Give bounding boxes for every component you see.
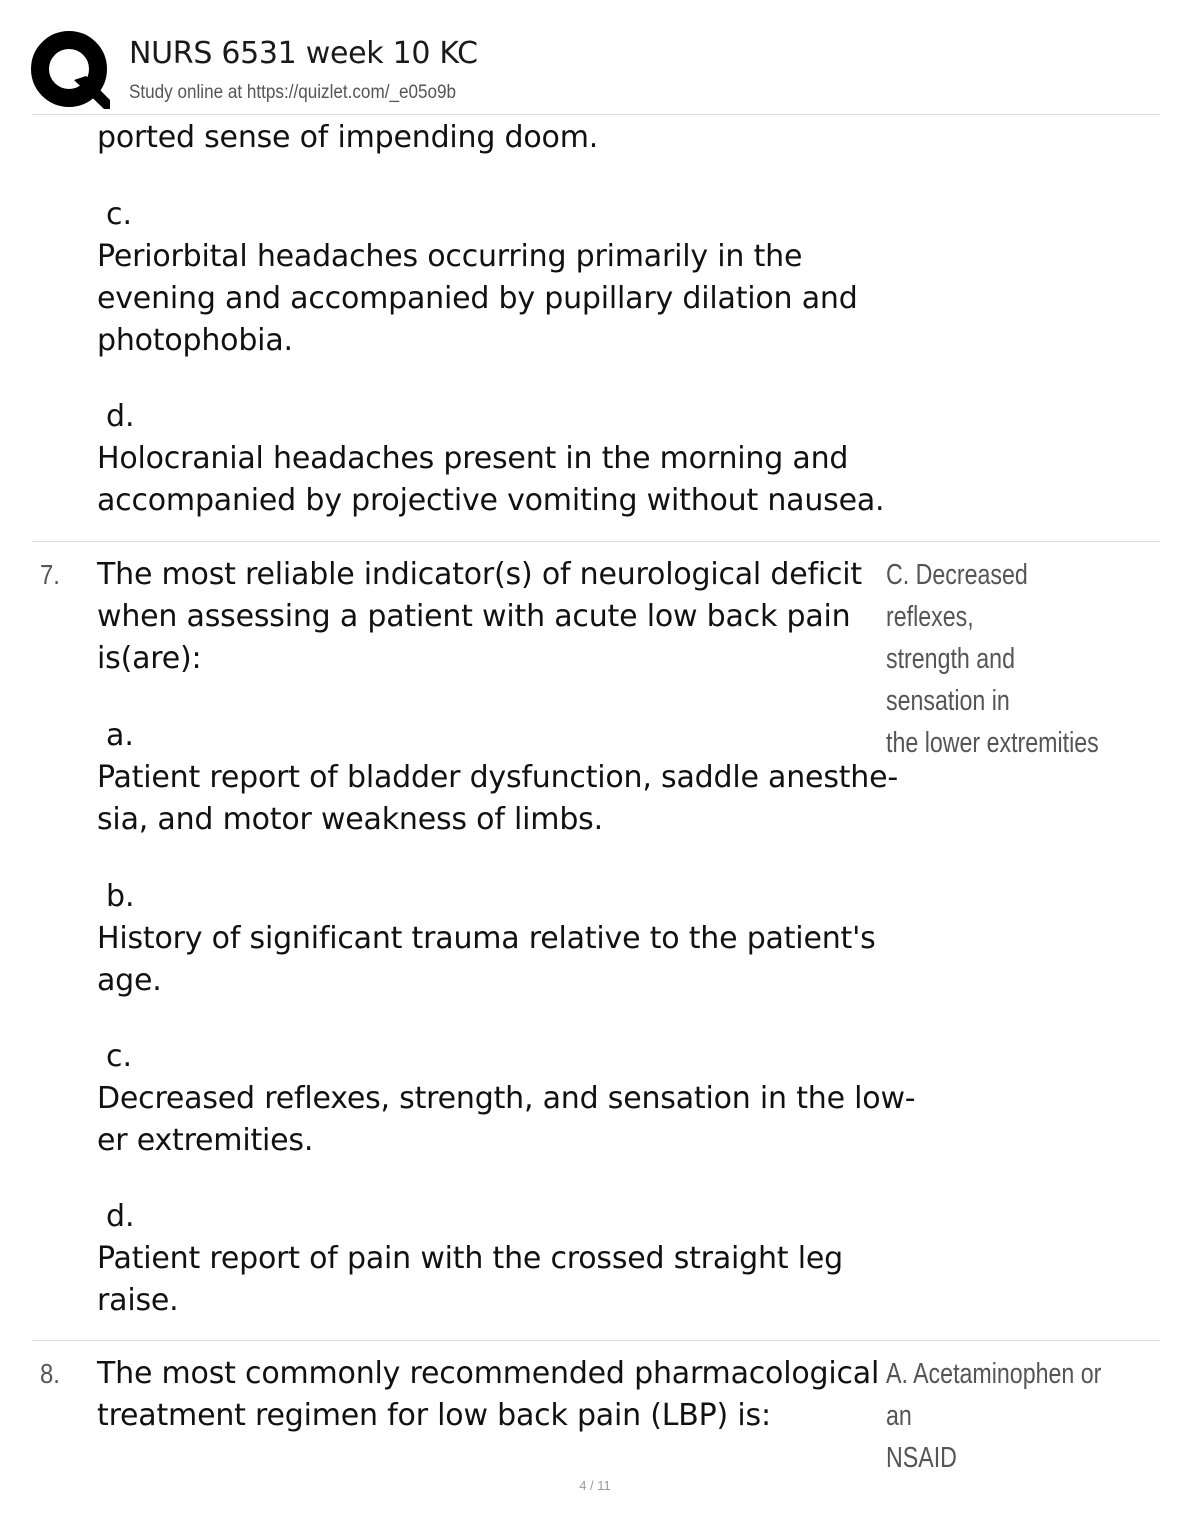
question-divider <box>32 1340 1160 1341</box>
answer-line: strength and sensation in <box>886 643 1015 717</box>
question-number: 7. <box>40 559 60 590</box>
document-title: NURS 6531 week 10 KC <box>129 36 478 71</box>
page-header <box>0 0 1190 116</box>
question-divider <box>32 541 1160 542</box>
answer-line: A. Acetaminophen or an <box>886 1358 1102 1432</box>
page-number: 4 / 11 <box>579 1478 611 1493</box>
header-divider <box>32 114 1160 115</box>
study-online-link[interactable]: Study online at https://quizlet.com/_e05o9b <box>129 82 457 103</box>
question-text-line: is(are): <box>97 641 202 676</box>
option-text-line: sia, and motor weakness of limbs. <box>97 802 603 837</box>
option-letter: d. <box>106 399 135 434</box>
option-text-line: ported sense of impending doom. <box>97 120 599 155</box>
option-letter: c. <box>106 1039 133 1074</box>
option-text-line: Periorbital headaches occurring primarily in the <box>97 239 803 274</box>
option-text-line: photophobia. <box>97 323 293 358</box>
option-text-line: Holocranial headaches present in the morning and <box>97 441 849 476</box>
answer-line: C. Decreased reflexes, <box>886 559 1028 633</box>
option-text-line: evening and accompanied by pupillary dilation and <box>97 281 858 316</box>
option-text-line: Decreased reflexes, strength, and sensation in the low- <box>97 1081 916 1116</box>
option-text-line: accompanied by projective vomiting without nausea. <box>97 483 885 518</box>
answer-line: NSAID <box>886 1442 957 1474</box>
option-letter: d. <box>106 1199 135 1234</box>
question-text-line: The most reliable indicator(s) of neurological deficit <box>97 557 862 592</box>
quizlet-logo-icon <box>30 30 112 112</box>
question-text-line: when assessing a patient with acute low back pain <box>97 599 851 634</box>
option-text-line: er extremities. <box>97 1123 314 1158</box>
answer-text <box>886 1353 1118 1479</box>
option-text-line: History of significant trauma relative to the patient's <box>97 921 876 956</box>
option-letter: b. <box>106 879 135 914</box>
option-text-line: age. <box>97 963 162 998</box>
answer-text <box>886 554 1118 764</box>
question-text-line: The most commonly recommended pharmacological <box>97 1356 880 1391</box>
question-text-line: treatment regimen for low back pain (LBP) is: <box>97 1398 771 1433</box>
option-letter: c. <box>106 197 133 232</box>
question-number: 8. <box>40 1358 60 1389</box>
option-text-line: raise. <box>97 1283 179 1318</box>
option-text-line: Patient report of pain with the crossed straight leg <box>97 1241 843 1276</box>
option-letter: a. <box>106 718 134 753</box>
option-text-line: Patient report of bladder dysfunction, saddle anesthe- <box>97 760 899 795</box>
answer-line: the lower extremities <box>886 727 1099 759</box>
